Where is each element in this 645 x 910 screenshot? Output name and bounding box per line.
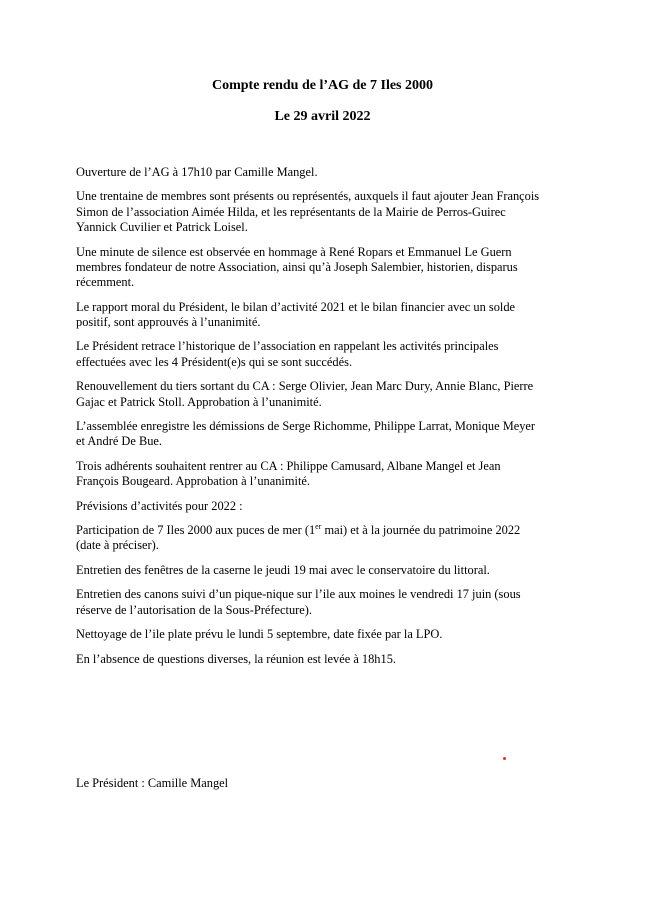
paragraph-line: Gajac et Patrick Stoll. Approbation à l’unanimité. (76, 394, 322, 409)
document-title: Compte rendu de l’AG de 7 Iles 2000 (211, 78, 434, 93)
document-body (76, 165, 570, 676)
document-date: Le 29 avril 2022 (274, 109, 371, 124)
paragraph (76, 587, 570, 618)
paragraph (76, 165, 570, 180)
paragraph-line: François Bougeard. Approbation à l’unanimité. (76, 474, 310, 489)
paragraph-line: Trois adhérents souhaitent rentrer au CA : Philippe Camusard, Albane Mangel et Jean (76, 458, 501, 473)
paragraph (76, 379, 570, 410)
paragraph (76, 419, 570, 450)
paragraph-line: L’assemblée enregistre les démissions de Serge Richomme, Philippe Larrat, Monique Meyer (76, 418, 536, 433)
ordinal-superscript: er (315, 521, 322, 531)
paragraph (76, 499, 570, 514)
paragraph-line: membres fondateur de notre Association, ainsi qu’à Joseph Salembier, historien, disparus (76, 259, 518, 274)
paragraph-line: Le Président retrace l’historique de l’association en rappelant les activités principales (76, 339, 499, 354)
paragraph-line: Yannick Cuvilier et Patrick Loisel. (76, 220, 248, 235)
paragraph-line: Une trentaine de membres sont présents ou représentés, auxquels il faut ajouter Jean François (76, 189, 540, 204)
signature: Le Président : Camille Mangel (76, 776, 229, 790)
paragraph (76, 300, 570, 331)
paragraph-line: Une minute de silence est observée en hommage à René Ropars et Emmanuel Le Guern (76, 244, 512, 259)
paragraph (76, 459, 570, 490)
paragraph-line: récemment. (76, 275, 135, 290)
paragraph-line: Renouvellement du tiers sortant du CA : Serge Olivier, Jean Marc Dury, Annie Blanc, Pierre (76, 379, 534, 394)
paragraph-line: effectuées avec les 4 Président(e)s qui se sont succédés. (76, 354, 353, 369)
paragraph-line: et André De Bue. (76, 434, 163, 449)
paragraph-line: Simon de l’association Aimée Hilda, et les représentants de la Mairie de Perros-Guirec (76, 204, 506, 219)
paragraph-line: Nettoyage de l’ile plate prévu le lundi 5 septembre, date fixée par la LPO. (76, 627, 443, 642)
paragraph-line (76, 523, 570, 538)
paragraph (76, 563, 570, 578)
paragraph-participation (76, 523, 570, 554)
paragraph (76, 652, 570, 667)
paragraph-line: réserve de l’autorisation de la Sous-Préfecture). (76, 602, 313, 617)
paragraph-line: positif, sont approuvés à l’unanimité. (76, 314, 261, 329)
red-dot-mark (503, 757, 506, 760)
paragraph (76, 245, 570, 291)
paragraph (76, 189, 570, 235)
paragraphs-before (76, 165, 570, 514)
paragraph-line: Entretien des fenêtres de la caserne le jeudi 19 mai avec le conservatoire du littoral. (76, 562, 490, 577)
paragraph-line: Prévisions d’activités pour 2022 : (76, 498, 243, 513)
paragraphs-after (76, 563, 570, 667)
paragraph-line: Le rapport moral du Président, le bilan d’activité 2021 et le bilan financier avec un solde (76, 299, 516, 314)
paragraph (76, 339, 570, 370)
paragraph-line: En l’absence de questions diverses, la réunion est levée à 18h15. (76, 651, 396, 666)
paragraph (76, 627, 570, 642)
paragraph-line: (date à préciser). (76, 538, 159, 553)
paragraph-line: Entretien des canons suivi d’un pique-nique sur l’ile aux moines le vendredi 17 juin (sous (76, 587, 521, 602)
participation-text-start: Participation de 7 Iles 2000 aux puces de mer (1 (76, 523, 316, 538)
participation-text-end: mai) et à la journée du patrimoine 2022 (321, 523, 521, 538)
paragraph-line: Ouverture de l’AG à 17h10 par Camille Mangel. (76, 165, 318, 179)
